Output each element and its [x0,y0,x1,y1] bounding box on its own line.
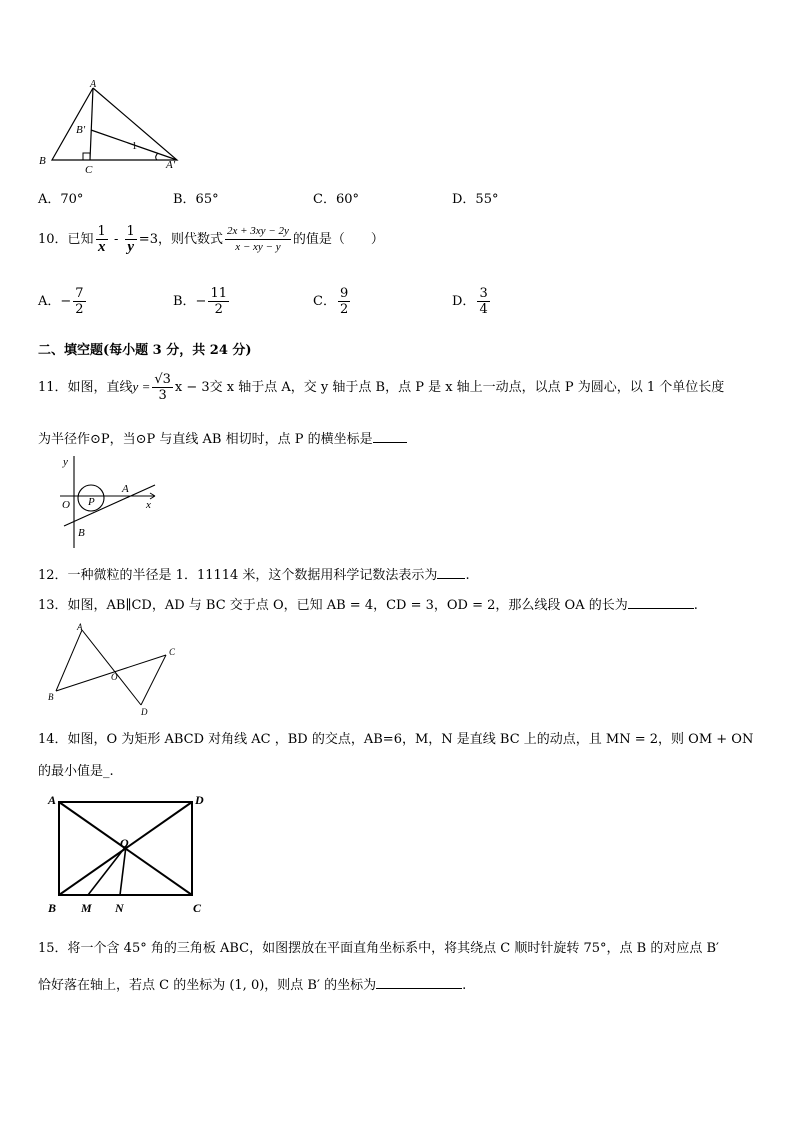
q13-label-B: B [48,692,54,702]
q13-stem: 13．如图，AB∥CD，AD 与 BC 交于点 O，已知 AB = 4，CD = 3，OD = 2，那么线段 OA 的长为 . [38,598,698,613]
q12-answer-blank[interactable] [437,566,465,579]
q14-label-M: M [81,901,92,915]
q14-label-A: A [48,793,57,807]
q9-label-angle: 1 [132,141,137,152]
q9-option-c: C．60° [313,192,359,207]
q9-label-B: B [39,155,46,167]
q9-label-Bprime: B' [76,124,86,136]
q13-label-D: D [141,707,148,717]
q13-figure [40,618,185,718]
q14-line1: 14．如图，O 为矩形 ABCD 对角线 AC ，BD 的交点，AB=6，M，N 是直线 BC 上的动点，且 MN = 2，则 OM + ON [38,732,754,747]
q10-option-d: D． $\frac{3}{4}$ [452,286,488,317]
q10-option-b: B．− $\frac{11}{2}$ [173,286,227,317]
q13-label-O: O [111,672,118,682]
q14-figure [40,790,220,918]
q9-option-b: B．65° [173,192,219,207]
q14-label-N: N [115,901,124,915]
q13-label-C: C [169,647,176,657]
q11-label-B: B [78,527,85,539]
q11-label-O: O [62,499,70,511]
q15-line1: 15．将一个含 45° 角的三角板 ABC，如图摆放在平面直角坐标系中，将其绕点 C 顺时针旋转 75°，点 B 的对应点 B′ [38,941,719,956]
q9-option-a: A．70° [38,192,84,207]
q14-label-D: D [195,793,204,807]
q11-answer-blank[interactable] [373,430,407,443]
q11-figure [58,452,163,552]
q13-label-A: A [77,622,83,632]
q9-label-Aprime: A' [166,159,176,171]
q9-label-C: C [85,164,93,175]
q11-label-P: P [88,496,95,508]
q11-line2: 为半径作⊙P，当⊙P 与直线 AB 相切时，点 P 的横坐标是 [38,428,407,447]
q13-answer-blank[interactable] [628,596,694,609]
q9-figure [36,80,186,175]
q9-option-d: D．55° [452,192,499,207]
q14-line2: 的最小值是_. [38,764,114,779]
q11-label-y: y [63,456,68,468]
section-2-heading: 二、填空题(每小题 3 分，共 24 分) [38,343,252,358]
q10-stem: 10．已知 $\frac{1}{x}$ - $\frac{1}{y}$ =3，则代数式 $\frac{2x + 3xy - 2y}{x - xy - y}$ 的值是（ ） [38,224,384,255]
q14-label-B: B [48,901,57,915]
q9-label-A: A [90,80,97,90]
q15-answer-blank[interactable] [376,976,462,989]
q10-option-c: C． $\frac{9}{2}$ [313,286,349,317]
q14-label-O: O [120,836,129,850]
q11-line1: 11．如图，直线y = $\frac{√3}{3}$ x − 3交 x 轴于点 A，交 y 轴于点 B，点 P 是 x 轴上一动点，以点 P 为圆心，以 1 个单位长度 [38,372,725,403]
q12-stem: 12．一种微粒的半径是 1．11114 米，这个数据用科学记数法表示为 . [38,568,470,583]
q11-label-x: x [146,499,151,511]
q10-option-a: A．− $\frac{7}{2}$ [38,286,84,317]
q14-label-C: C [193,901,202,915]
q15-line2: 恰好落在轴上，若点 C 的坐标为 (1, 0)，则点 B′ 的坐标为 . [38,978,467,993]
q11-label-A: A [122,483,129,495]
